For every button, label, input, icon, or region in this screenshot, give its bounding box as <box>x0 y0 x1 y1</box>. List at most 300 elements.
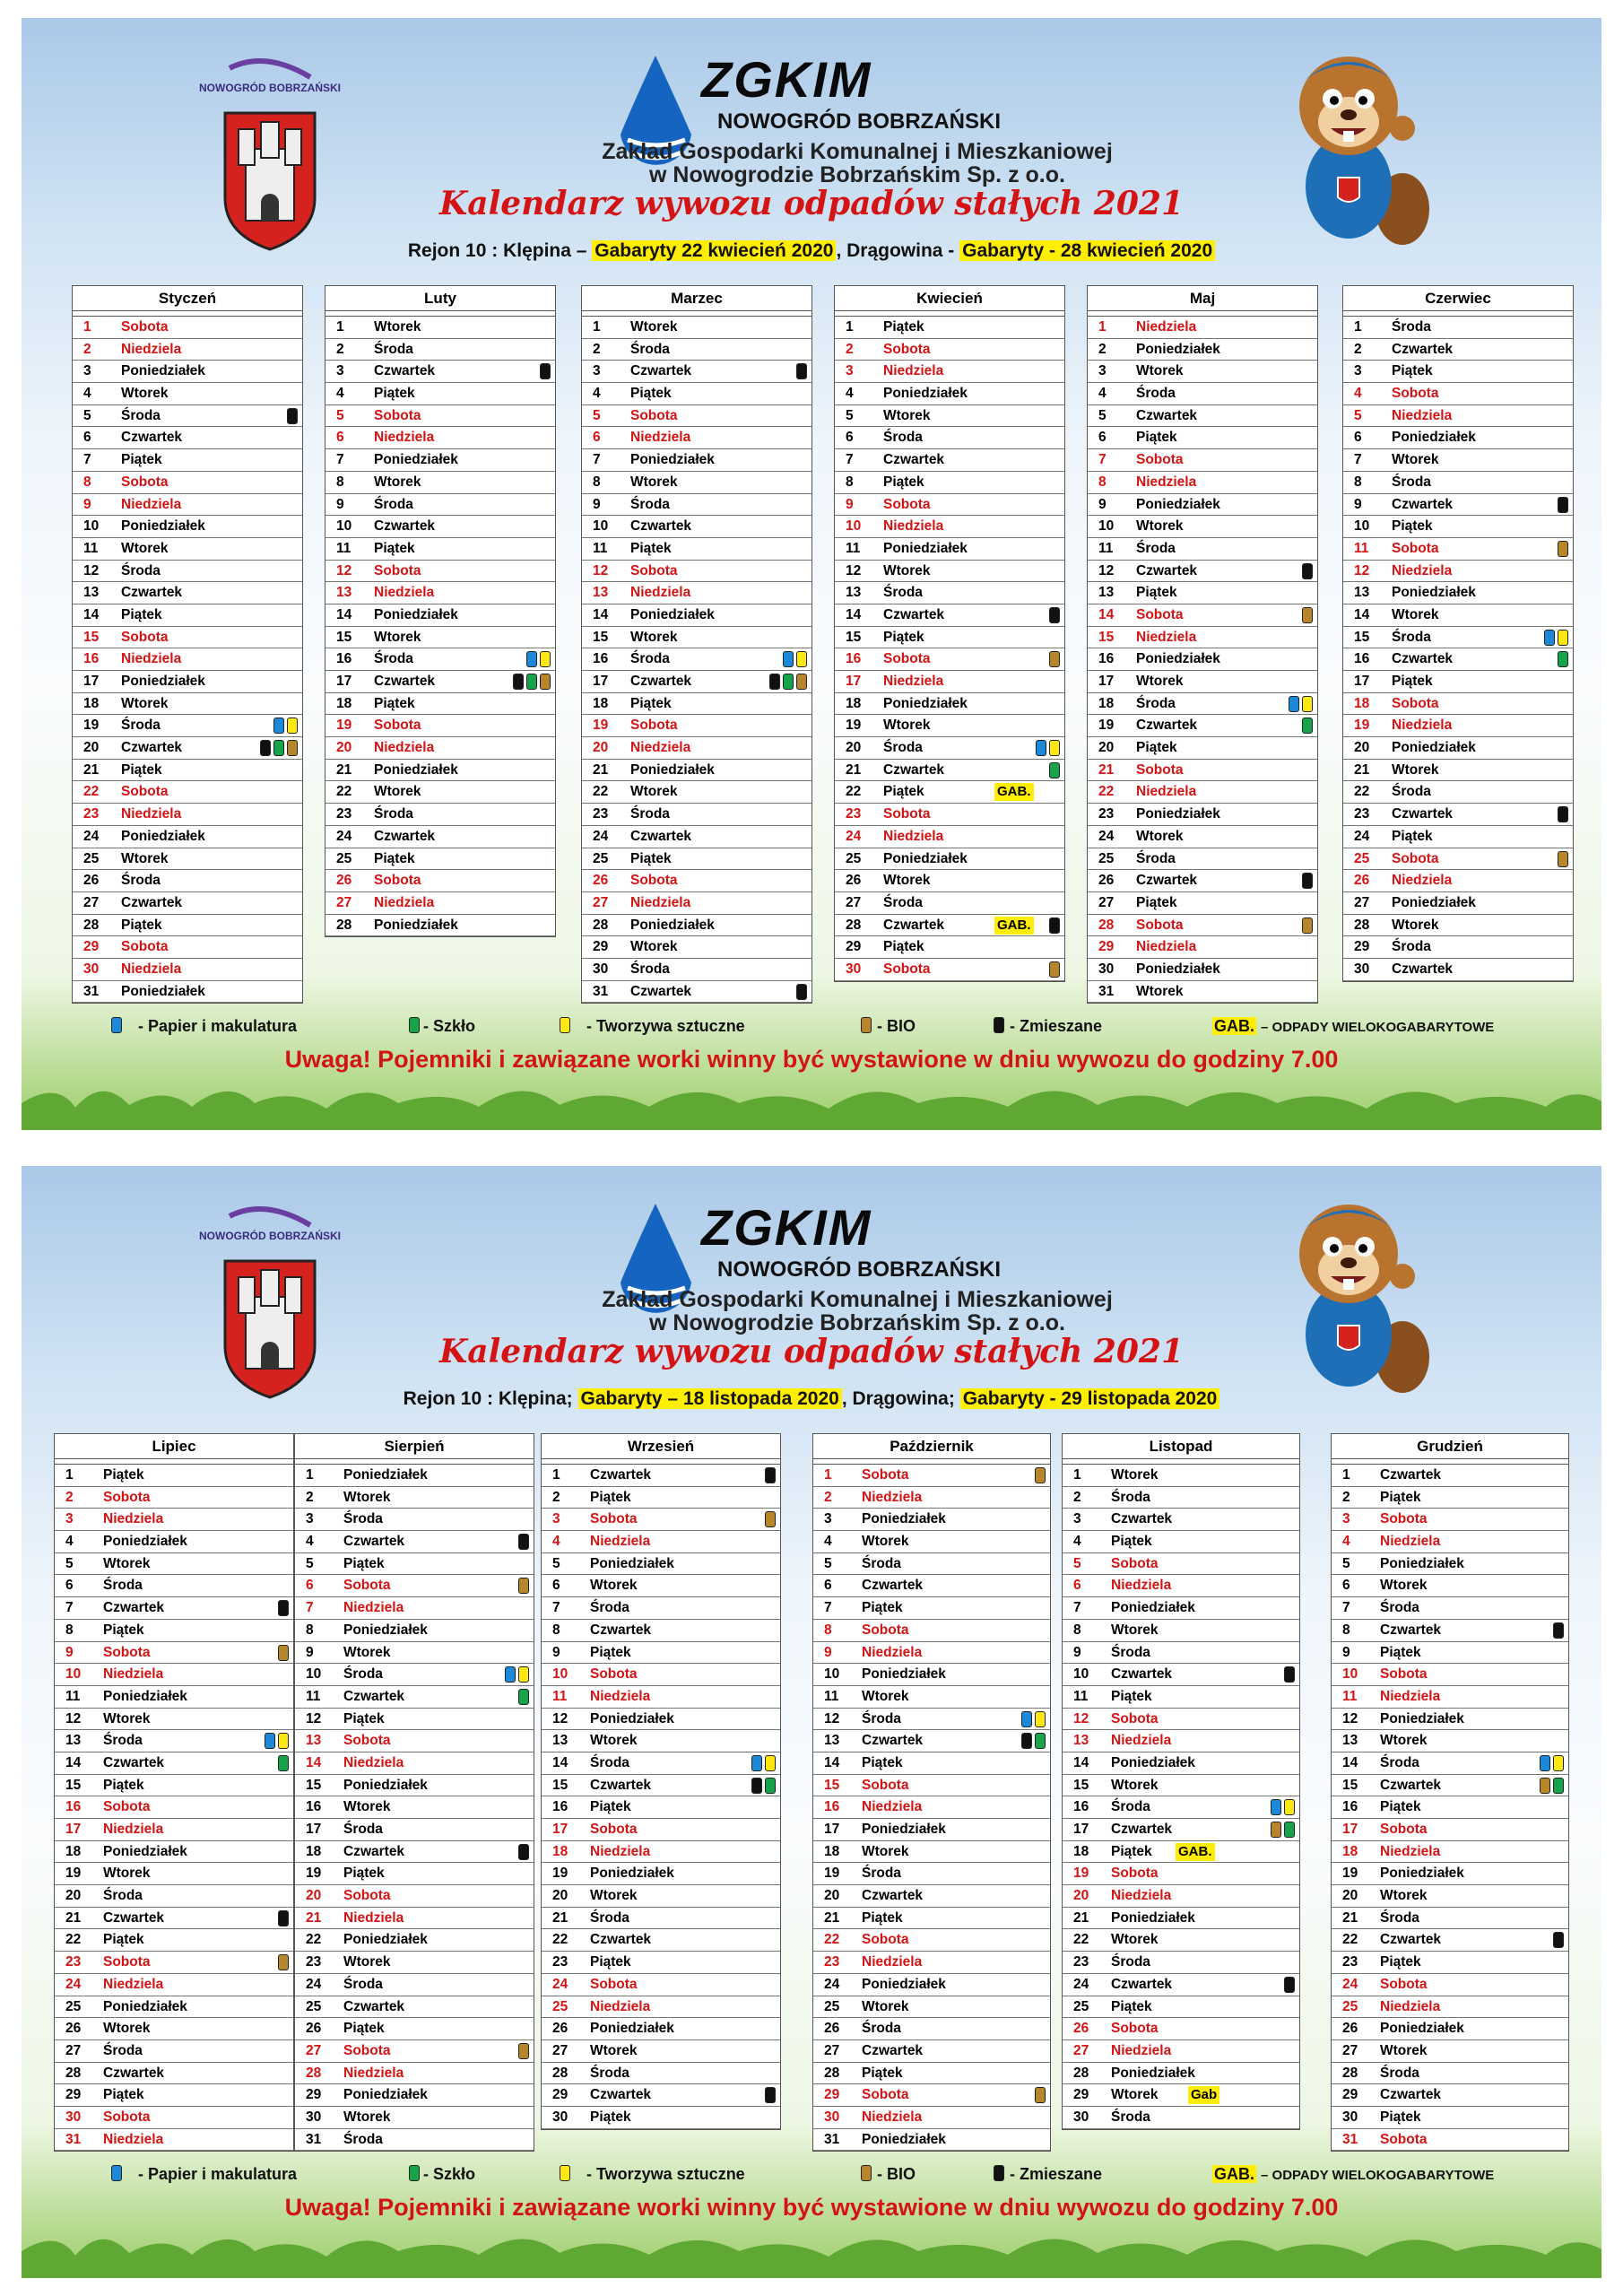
day-row <box>1088 405 1317 428</box>
day-number: 8 <box>846 474 854 490</box>
day-row <box>73 361 302 383</box>
day-row <box>55 2107 293 2129</box>
day-row <box>542 1841 780 1864</box>
day-row <box>1088 826 1317 848</box>
plastic-bin-icon <box>518 1666 529 1683</box>
day-number: 31 <box>824 2131 840 2147</box>
weekday-name: Środa <box>374 651 413 667</box>
mixed-bin-icon <box>1558 806 1568 822</box>
logo-town: NOWOGRÓD BOBRZAŃSKI <box>717 109 1001 134</box>
day-number: 29 <box>65 2087 82 2103</box>
weekday-name: Sobota <box>1380 1976 1428 1992</box>
day-row <box>1088 361 1317 383</box>
day-number: 21 <box>846 761 862 778</box>
day-number: 5 <box>1073 1555 1081 1571</box>
day-number: 24 <box>1354 828 1370 844</box>
day-row <box>542 1531 780 1553</box>
weekday-name: Poniedziałek <box>1111 1754 1195 1770</box>
day-row <box>1063 1664 1299 1686</box>
day-number: 17 <box>552 1822 568 1837</box>
day-number: 28 <box>1098 917 1115 933</box>
weekday-name: Niedziela <box>590 1688 651 1704</box>
day-row <box>55 1597 293 1620</box>
month-kwiecień <box>834 285 1065 982</box>
day-row <box>1332 1709 1568 1731</box>
day-row <box>1088 449 1317 472</box>
day-number: 6 <box>65 1578 74 1594</box>
day-number: 9 <box>1098 496 1107 512</box>
glass-bin-icon <box>1049 762 1060 778</box>
bin-markers <box>1268 1799 1295 1815</box>
day-row <box>835 693 1064 716</box>
day-row <box>295 2040 534 2063</box>
day-row <box>835 804 1064 826</box>
weekday-name: Środa <box>1392 629 1431 645</box>
day-row <box>813 1686 1050 1709</box>
bin-markers <box>1299 607 1313 623</box>
bin-markers <box>502 1666 529 1683</box>
day-row <box>325 826 555 848</box>
mixed-bin-icon <box>751 1778 762 1794</box>
day-number: 15 <box>593 629 609 645</box>
weekday-name: Poniedziałek <box>1136 651 1220 667</box>
weekday-name: Poniedziałek <box>103 1998 187 2014</box>
weekday-name: Sobota <box>883 341 931 357</box>
legend-bio <box>861 2165 916 2184</box>
day-number: 16 <box>824 1799 840 1815</box>
day-number: 19 <box>83 718 100 734</box>
weekday-name: Czwartek <box>1380 2087 1442 2103</box>
weekday-name: Środa <box>883 585 923 601</box>
weekday-name: Środa <box>1111 1954 1150 1970</box>
weekday-name: Czwartek <box>1136 718 1198 734</box>
bin-markers <box>780 651 807 667</box>
weekday-name: Środa <box>374 341 413 357</box>
day-number: 4 <box>1073 1534 1081 1550</box>
day-number: 16 <box>83 651 100 667</box>
weekday-name: Poniedziałek <box>343 1932 428 1948</box>
bin-markers <box>1555 806 1568 822</box>
day-number: 2 <box>1354 341 1362 357</box>
legend-plastic-label: - Tworzywa sztuczne <box>586 1017 745 1035</box>
weekday-name: Czwartek <box>1136 407 1198 423</box>
day-number: 3 <box>846 363 854 379</box>
bin-markers <box>1537 1778 1564 1794</box>
day-number: 25 <box>65 1998 82 2014</box>
weekday-name: Piątek <box>103 2087 144 2103</box>
weekday-name: Środa <box>103 1733 143 1749</box>
day-number: 17 <box>1342 1822 1358 1837</box>
weekday-name: Sobota <box>343 1888 391 1904</box>
bin-markers <box>1541 630 1568 646</box>
day-row <box>325 648 555 671</box>
day-number: 31 <box>1098 983 1115 999</box>
weekday-name: Wtorek <box>1111 1622 1159 1638</box>
day-number: 26 <box>336 873 352 889</box>
weekday-name: Piątek <box>862 2065 903 2081</box>
day-number: 2 <box>552 1489 560 1505</box>
day-row <box>325 870 555 892</box>
weekday-name: Wtorek <box>883 873 931 889</box>
day-number: 15 <box>552 1777 568 1793</box>
day-row <box>835 494 1064 517</box>
bin-markers <box>1046 607 1060 623</box>
day-row <box>55 1752 293 1775</box>
day-number: 16 <box>552 1799 568 1815</box>
day-row <box>582 538 812 561</box>
bio-bin-icon <box>1540 1778 1550 1794</box>
day-row <box>73 715 302 737</box>
day-number: 5 <box>846 407 854 423</box>
day-row <box>325 494 555 517</box>
day-row <box>73 449 302 472</box>
day-row <box>1063 1863 1299 1885</box>
weekday-name: Wtorek <box>121 850 169 866</box>
day-row <box>1088 915 1317 937</box>
day-number: 21 <box>306 1909 322 1926</box>
glass-bin-icon <box>409 2165 420 2181</box>
weekday-name: Wtorek <box>374 474 421 490</box>
bio-bin-icon <box>518 1578 529 1594</box>
region-segment: Gabaryty 22 kwiecień 2020 <box>592 240 836 261</box>
day-row <box>55 1996 293 2019</box>
weekday-name: Wtorek <box>630 474 678 490</box>
weekday-name: Czwartek <box>590 1467 652 1483</box>
day-number: 25 <box>83 850 100 866</box>
weekday-name: Czwartek <box>1136 873 1198 889</box>
weekday-name: Niedziela <box>862 1954 923 1970</box>
day-number: 18 <box>593 695 609 711</box>
legend-glass-label: - Szkło <box>423 1017 476 1035</box>
weekday-name: Niedziela <box>1380 1688 1441 1704</box>
weekday-name: Sobota <box>1380 1511 1428 1527</box>
weekday-name: Niedziela <box>1136 629 1197 645</box>
day-number: 23 <box>846 806 862 822</box>
day-number: 15 <box>1073 1777 1089 1793</box>
weekday-name: Piątek <box>103 1622 144 1638</box>
day-number: 17 <box>846 674 862 689</box>
weekday-name: Poniedziałek <box>1392 430 1476 446</box>
day-row <box>1343 317 1573 339</box>
day-number: 5 <box>83 407 91 423</box>
day-number: 20 <box>83 740 100 756</box>
day-number: 10 <box>552 1666 568 1683</box>
day-row <box>542 1553 780 1576</box>
weekday-name: Środa <box>343 1666 383 1683</box>
legend-gab-badge: GAB. <box>1214 1017 1254 1035</box>
day-number: 28 <box>846 917 862 933</box>
weekday-name: Czwartek <box>1392 341 1454 357</box>
day-row <box>1088 892 1317 915</box>
day-row <box>55 1642 293 1665</box>
day-row <box>55 1974 293 1996</box>
day-number: 21 <box>83 761 100 778</box>
mixed-bin-icon <box>796 363 807 379</box>
weekday-name: Wtorek <box>883 407 931 423</box>
day-row <box>813 1664 1050 1686</box>
day-row <box>813 1841 1050 1864</box>
day-row <box>1332 1752 1568 1775</box>
day-number: 24 <box>1073 1976 1089 1992</box>
day-row <box>1343 604 1573 627</box>
day-number: 14 <box>65 1754 82 1770</box>
day-number: 9 <box>1354 496 1362 512</box>
bin-markers <box>1555 497 1568 513</box>
day-row <box>55 1952 293 1974</box>
day-number: 1 <box>1342 1467 1350 1483</box>
weekday-name: Sobota <box>1380 1666 1428 1683</box>
weekday-name: Niedziela <box>883 674 944 689</box>
day-row <box>1063 1996 1299 2019</box>
bin-markers <box>794 984 807 1000</box>
day-row <box>542 1996 780 2019</box>
mixed-bin-icon <box>518 1534 529 1550</box>
day-row <box>325 582 555 604</box>
mixed-bin-icon <box>1284 1666 1295 1683</box>
day-row <box>1332 1597 1568 1620</box>
day-row <box>835 317 1064 339</box>
day-row <box>582 936 812 959</box>
plastic-bin-icon <box>1049 740 1060 756</box>
plastic-bin-icon <box>796 651 807 667</box>
day-number: 22 <box>1098 784 1115 800</box>
day-row <box>582 494 812 517</box>
day-number: 20 <box>336 740 352 756</box>
day-row <box>295 1642 534 1665</box>
region-info <box>22 240 1601 262</box>
day-row <box>835 604 1064 627</box>
day-row <box>1088 427 1317 449</box>
day-row <box>325 715 555 737</box>
day-number: 30 <box>846 961 862 977</box>
glass-bin-icon <box>409 1017 420 1033</box>
legend-plastic <box>560 2165 745 2184</box>
day-row <box>1063 2018 1299 2040</box>
weekday-name: Czwartek <box>1111 1976 1173 1992</box>
day-row <box>295 2063 534 2085</box>
day-number: 13 <box>306 1733 322 1749</box>
day-number: 12 <box>83 562 100 578</box>
weekday-name: Niedziela <box>343 2065 404 2081</box>
day-row <box>295 1952 534 1974</box>
day-row <box>325 804 555 826</box>
day-number: 21 <box>1098 761 1115 778</box>
day-number: 8 <box>336 474 344 490</box>
mixed-bin-icon <box>1049 607 1060 623</box>
bin-markers <box>1281 1977 1295 1993</box>
day-number: 25 <box>552 1998 568 2014</box>
day-number: 11 <box>336 540 352 556</box>
day-row <box>542 1664 780 1686</box>
mixed-bin-icon <box>287 408 298 424</box>
weekday-name: Niedziela <box>103 1666 164 1683</box>
weekday-name: Wtorek <box>1380 1888 1428 1904</box>
day-number: 15 <box>846 629 862 645</box>
day-row <box>1088 737 1317 760</box>
weekday-name: Czwartek <box>343 1534 405 1550</box>
day-number: 4 <box>593 386 601 402</box>
day-row <box>73 339 302 361</box>
day-number: 19 <box>552 1866 568 1882</box>
region-segment: Rejon 10 : Klępina; <box>403 1388 578 1409</box>
bin-markers <box>516 1844 529 1860</box>
gab-badge: GAB. <box>1176 1843 1215 1861</box>
weekday-name: Środa <box>590 1600 629 1616</box>
day-row <box>835 449 1064 472</box>
day-row <box>1343 561 1573 583</box>
day-number: 15 <box>1342 1777 1358 1793</box>
weekday-name: Piątek <box>1136 740 1177 756</box>
day-row <box>325 427 555 449</box>
day-number: 10 <box>306 1666 322 1683</box>
day-row <box>1088 627 1317 649</box>
weekday-name: Czwartek <box>1392 496 1454 512</box>
day-row <box>582 427 812 449</box>
glass-bin-icon <box>783 674 794 690</box>
weekday-name: Niedziela <box>1392 562 1453 578</box>
day-row <box>1063 1796 1299 1819</box>
weekday-name: Środa <box>1380 1909 1419 1926</box>
weekday-name: Wtorek <box>343 1799 391 1815</box>
day-number: 7 <box>65 1600 74 1616</box>
weekday-name: Wtorek <box>1136 983 1184 999</box>
day-number: 14 <box>824 1754 840 1770</box>
day-number: 12 <box>846 562 862 578</box>
bin-markers <box>1299 563 1313 579</box>
day-number: 2 <box>593 341 601 357</box>
day-row <box>1088 981 1317 1004</box>
day-row <box>55 1885 293 1908</box>
day-number: 7 <box>1073 1600 1081 1616</box>
weekday-name: Czwartek <box>1380 1622 1442 1638</box>
plastic-bin-icon <box>1558 630 1568 646</box>
weekday-name: Poniedziałek <box>374 761 458 778</box>
day-row <box>542 2107 780 2129</box>
mixed-bin-icon <box>796 984 807 1000</box>
mixed-bin-icon <box>1021 1733 1032 1749</box>
day-row <box>1088 760 1317 782</box>
day-number: 2 <box>1098 341 1107 357</box>
weekday-name: Sobota <box>862 2087 909 2103</box>
day-row <box>1088 715 1317 737</box>
day-number: 18 <box>1098 695 1115 711</box>
weekday-name: Piątek <box>883 474 924 490</box>
weekday-name: Wtorek <box>630 784 678 800</box>
legend-paper-label: - Papier i makulatura <box>138 2165 298 2183</box>
day-row <box>1063 1553 1299 1576</box>
day-number: 19 <box>1073 1866 1089 1882</box>
day-row <box>542 1620 780 1642</box>
day-number: 4 <box>65 1534 74 1550</box>
day-number: 8 <box>306 1622 314 1638</box>
day-number: 2 <box>846 341 854 357</box>
day-number: 11 <box>824 1688 839 1704</box>
weekday-name: Poniedziałek <box>121 983 205 999</box>
mixed-bin-icon <box>260 740 271 756</box>
day-number: 14 <box>1354 606 1370 622</box>
weekday-name: Czwartek <box>1111 1511 1173 1527</box>
day-number: 11 <box>65 1688 81 1704</box>
logo-org-line2: w Nowogrodzie Bobrzańskim Sp. z o.o. <box>649 1310 1065 1335</box>
day-number: 13 <box>1354 585 1370 601</box>
weekday-name: Wtorek <box>862 1843 909 1859</box>
weekday-name: Poniedziałek <box>630 917 715 933</box>
weekday-name: Środa <box>862 1866 901 1882</box>
day-number: 24 <box>1098 828 1115 844</box>
day-number: 29 <box>1354 939 1370 955</box>
bio-bin-icon <box>796 674 807 690</box>
day-row <box>1088 959 1317 981</box>
day-row <box>295 1709 534 1731</box>
day-row <box>542 2040 780 2063</box>
day-row <box>73 472 302 494</box>
day-number: 23 <box>1073 1954 1089 1970</box>
legend-mixed-label: - Zmieszane <box>1010 1017 1103 1035</box>
bin-markers <box>516 2043 529 2059</box>
day-number: 12 <box>306 1710 322 1726</box>
bio-bin-icon <box>1035 2087 1046 2103</box>
day-number: 22 <box>824 1932 840 1948</box>
weekday-name: Wtorek <box>103 2021 151 2037</box>
day-row <box>582 449 812 472</box>
day-row <box>835 848 1064 871</box>
day-number: 13 <box>846 585 862 601</box>
day-row <box>1063 1730 1299 1752</box>
day-row <box>542 1597 780 1620</box>
weekday-name: Sobota <box>1136 761 1184 778</box>
day-row <box>582 693 812 716</box>
day-row <box>55 1575 293 1597</box>
day-row <box>295 1597 534 1620</box>
weekday-name: Niedziela <box>1111 1733 1172 1749</box>
day-number: 20 <box>1098 740 1115 756</box>
day-row <box>55 1465 293 1487</box>
day-number: 13 <box>593 585 609 601</box>
paper-bin-icon <box>526 651 537 667</box>
day-row <box>813 2084 1050 2107</box>
day-number: 11 <box>552 1688 568 1704</box>
day-row <box>582 826 812 848</box>
weekday-name: Niedziela <box>862 1799 923 1815</box>
day-number: 18 <box>846 695 862 711</box>
day-row <box>835 339 1064 361</box>
weekday-name: Piątek <box>630 695 672 711</box>
day-number: 29 <box>1342 2087 1358 2103</box>
legend-paper-label: - Papier i makulatura <box>138 1017 298 1035</box>
day-row <box>55 1908 293 1930</box>
day-number: 9 <box>593 496 601 512</box>
day-row <box>542 1929 780 1952</box>
weekday-name: Wtorek <box>343 2109 391 2125</box>
day-number: 23 <box>824 1954 840 1970</box>
day-number: 28 <box>65 2065 82 2081</box>
day-row <box>295 2129 534 2152</box>
day-row <box>1332 1841 1568 1864</box>
bin-markers <box>1299 873 1313 889</box>
day-row <box>325 361 555 383</box>
day-number: 28 <box>1354 917 1370 933</box>
weekday-name: Piątek <box>1111 1998 1152 2014</box>
weekday-name: Piątek <box>862 1909 903 1926</box>
bio-bin-icon <box>1558 541 1568 557</box>
day-number: 14 <box>1073 1754 1089 1770</box>
glass-bin-icon <box>765 1778 776 1794</box>
day-row <box>55 1664 293 1686</box>
weekday-name: Wtorek <box>1111 2087 1159 2103</box>
zgkim-logo <box>602 1198 1115 1335</box>
day-row <box>55 1487 293 1509</box>
day-row <box>582 648 812 671</box>
